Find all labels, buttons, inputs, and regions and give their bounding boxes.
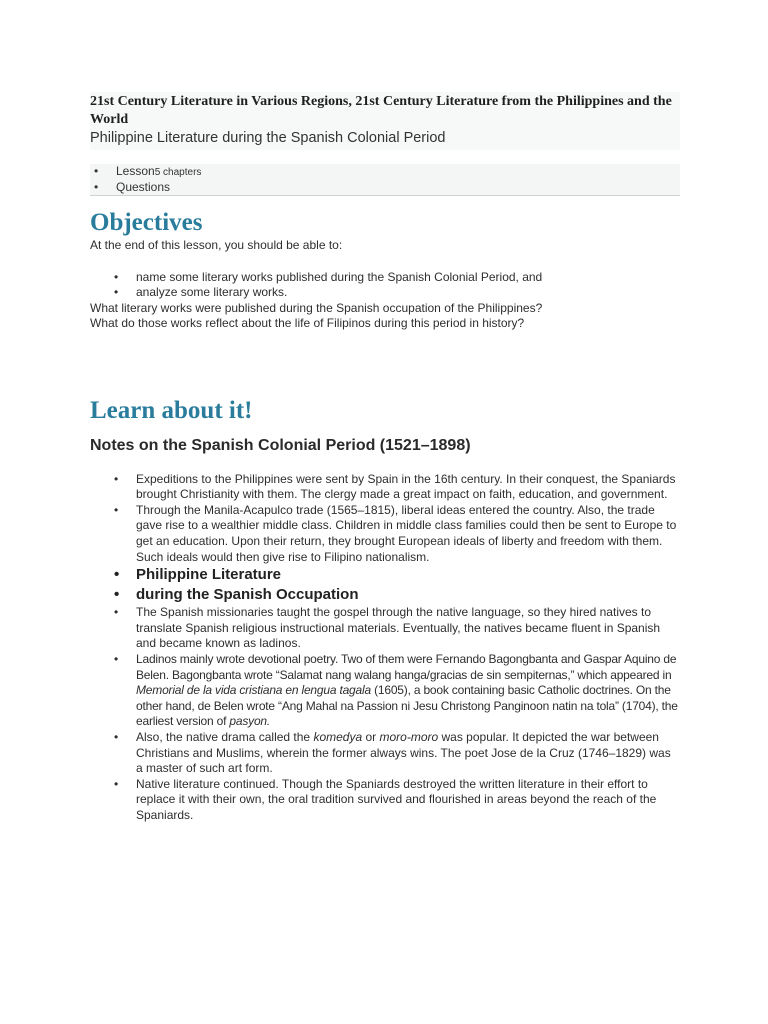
book-title: Memorial de la vida cristiana en lengua tagala [136,683,371,698]
note-item: • Through the Manila-Acapulco trade (1565–1815), liberal ideas entered the country. Also, the trade gave rise to a wealthier middle class. Children in middle class families could then be sent to Europe to get an education. Upon their return, they brought European ideals of liberty and freedom with them. Such ideals would then give rise to Filipino nationalism. [136,503,680,565]
guiding-question: What do those works reflect about the life of Filipinos during this period in history? [90,316,525,331]
term: moro-moro [379,730,439,744]
note-text: Ladinos mainly wrote devotional poetry. Two of them were Fernando Bagongbanta and Gaspar Aquino de Belen. Bagongbanta wrote “Salamat nang walang hanga/gracias de sin sempiternas,” which appeared in [136,652,677,682]
lesson-link[interactable] [116,164,680,180]
lesson-meta-list [90,164,680,196]
section-subheading: • Philippine Literature [136,565,680,585]
lesson-count: 5 chapters [154,167,202,178]
questions-link[interactable] [116,180,680,195]
note-item: • The Spanish missionaries taught the gospel through the native language, so they hired natives to translate Spanish religious instructional materials. Eventually, the natives became fluent in Spanish and became known as ladinos. [136,605,680,652]
note-item [136,730,680,777]
guiding-question: What literary works were published during the Spanish occupation of the Philippines? [90,300,543,315]
note-item: • Native literature continued. Though the Spaniards destroyed the written literature in their effort to replace it with their own, the oral tradition survived and flourished in areas beyond the reach of the Spaniards. [136,777,680,824]
term: komedya [313,730,363,744]
term: pasyon. [229,714,271,729]
learn-heading: Learn about it! [90,396,253,424]
objectives-heading: Objectives [90,209,203,236]
note-text: Also, the native drama called the [136,730,314,744]
lesson-label: Lesson [116,164,155,178]
notes-list [90,472,680,824]
objective-item: • analyze some literary works. [136,285,680,301]
section-subheading: • during the Spanish Occupation [136,585,680,605]
note-item [136,652,680,730]
note-item: • Expeditions to the Philippines were sent by Spain in the 16th century. In their conquest, the Spaniards brought Christianity with them. The clergy made a great impact on faith, education, and government. [136,472,680,503]
objective-item: • name some literary works published during the Spanish Colonial Period, and [136,270,680,286]
note-text: or [362,730,380,744]
lesson-title: Philippine Literature during the Spanish Colonial Period [90,130,446,146]
objectives-list [90,270,680,301]
document-page [90,92,680,824]
document-header [90,92,680,150]
notes-heading: Notes on the Spanish Colonial Period (1521–1898) [90,436,471,454]
objectives-intro: At the end of this lesson, you should be able to: [90,238,343,252]
note-text: was popular. It depicted the war between Christians and Muslims, wherein the former always wins. The poet Jose de la Cruz (1746–1829) was a master of such art form. [136,730,671,776]
questions-label: Questions [116,180,171,194]
course-title: 21st Century Literature in Various Regions, 21st Century Literature from the Philippines and the World [90,94,672,127]
note-text: (1605), a book containing basic Catholic doctrines. On the other hand, de Belen wrote “Ang Mahal na Passion ni Jesu Christong Panginoon natin na tola” (1704), the earliest version of [136,683,678,729]
